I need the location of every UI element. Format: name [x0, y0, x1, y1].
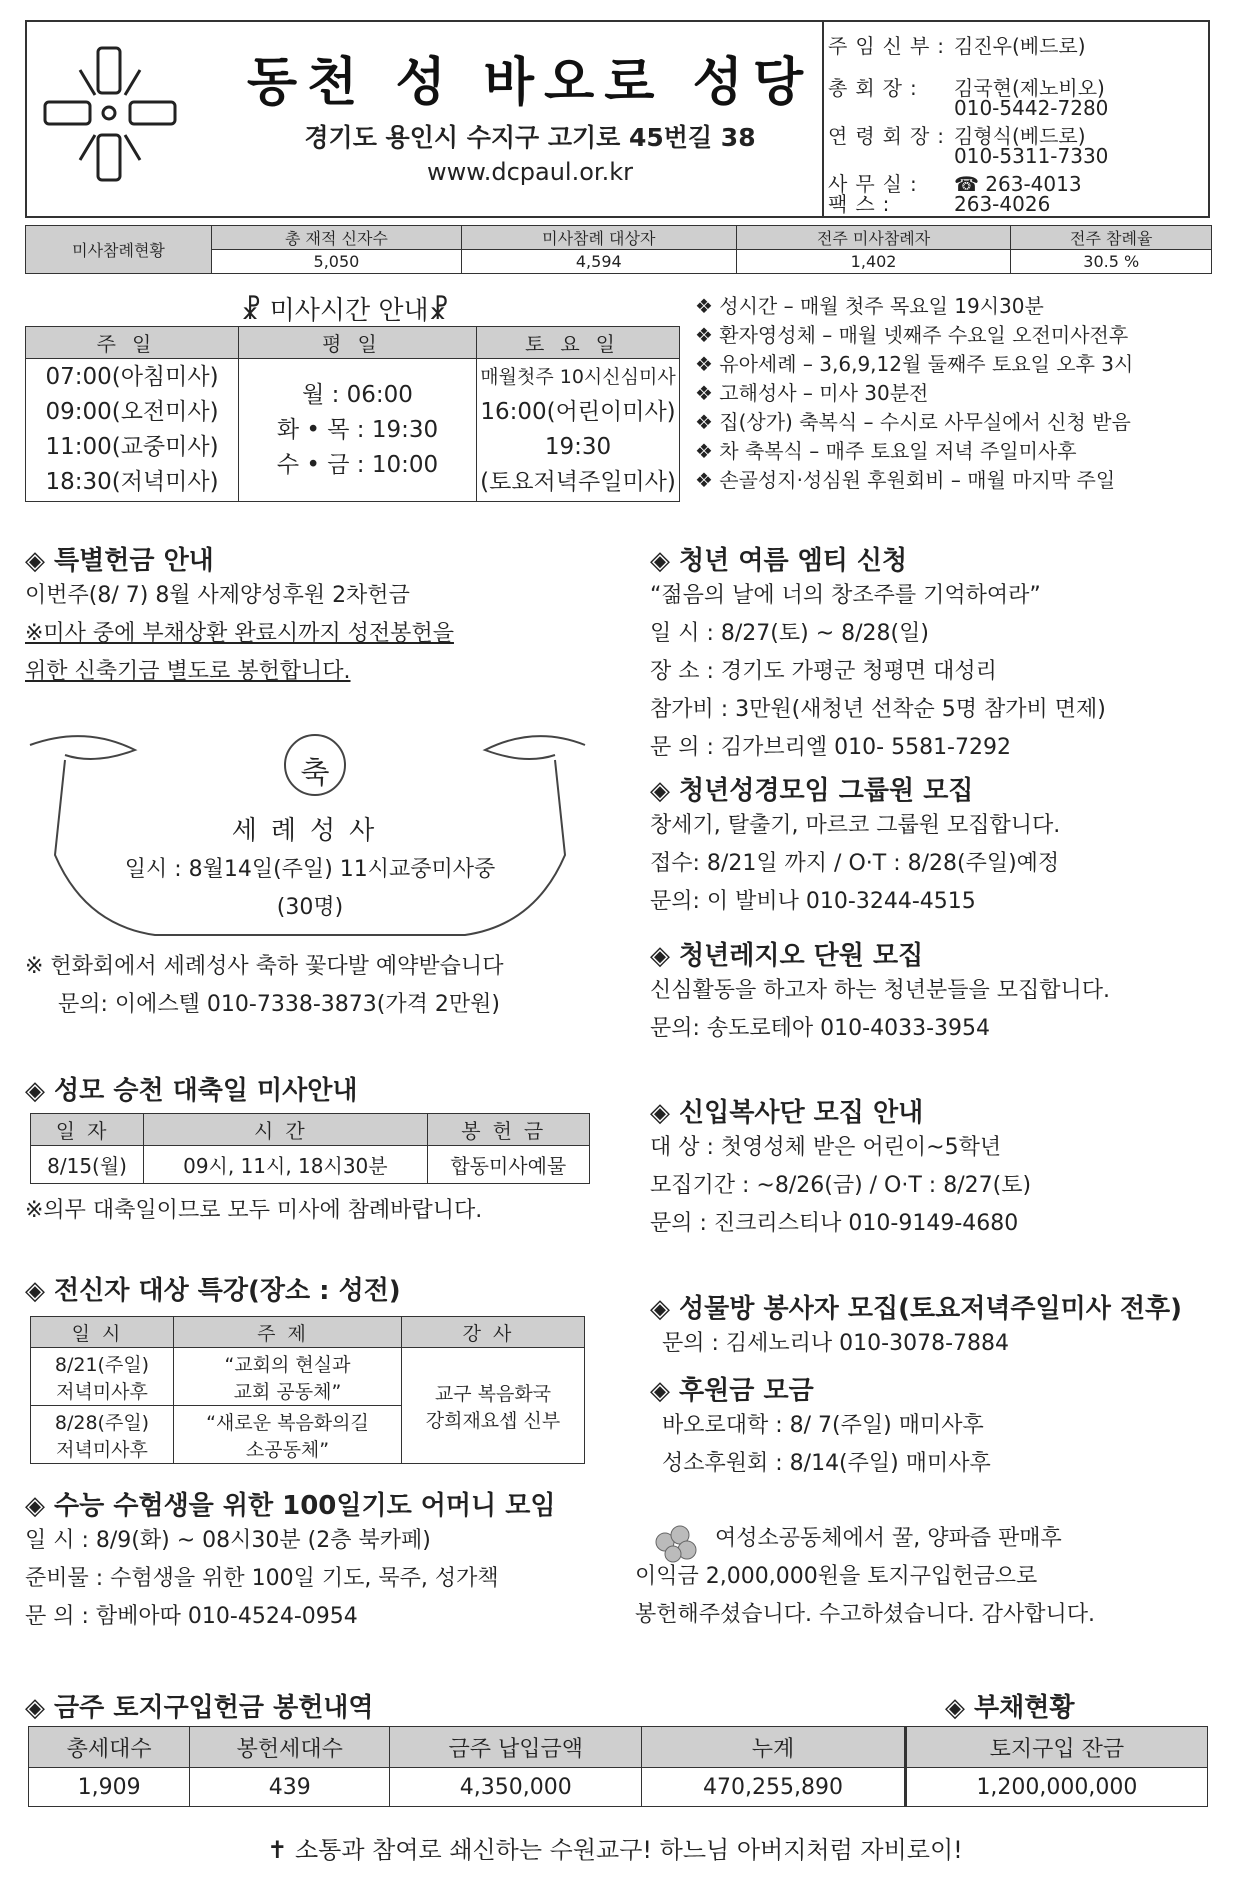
notice-item: ❖ 고해성사 – 미사 30분전 [695, 381, 929, 405]
assumption-heading: ◈ 성모 승천 대축일 미사안내 [25, 1076, 358, 1106]
lecture-heading: ◈ 전신자 대상 특강(장소 : 성전) [25, 1276, 401, 1306]
special-offering-section: ◈ 특별헌금 안내 이번주(8/ 7) 8월 사제양성후원 2차헌금 ※미사 중에 부채상환 완료시까지 성전봉헌을 위한 신축기금 별도로 봉헌합니다. [25, 540, 625, 691]
stats-header: 전주 미사참례자 [736, 226, 1011, 250]
lecture-table: 일시 주제 강사 8/21(주일) 저녁미사후 “교회의 현실과 교회 공동체” 교구 복음화국 강희재요셉 신부 8/28(주일) 저녁미사후 “새로운 복음화의길 소공동체” [30, 1316, 585, 1464]
stats-header: 전주 참례율 [1011, 226, 1212, 250]
baptism-note: ※ 헌화회에서 세례성사 축하 꽃다발 예약받습니다 [25, 954, 504, 979]
assumption-note: ※의무 대축일이므로 모두 미사에 참례바랍니다. [25, 1198, 483, 1223]
stats-header: 미사참례 대상자 [461, 226, 736, 250]
section-heading: ◈ 특별헌금 안내 [25, 546, 214, 576]
mass-header: 평일 [239, 327, 477, 359]
notice-item: ❖ 손골성지·성심원 후원회비 – 매월 마지막 주일 [695, 468, 1116, 492]
parish-website[interactable]: www.dcpaul.or.kr [427, 158, 633, 186]
staff-pastor: 주임신부:김진우(베드로) [828, 34, 1086, 58]
baptism-date: 일시 : 8월14일(주일) 11시교중미사중 [124, 857, 496, 882]
staff-funeral: 연령회장:김형식(베드로) 010-5311-7330 [828, 124, 1109, 168]
altar-server-section: ◈ 신입복사단 모집 안내 대 상 : 첫영성체 받은 어린이~5학년 모집기간 : ~8/26(금) / O·T : 8/27(토) 문의 : 진크리스티나 010-9149-4680 [650, 1098, 1032, 1236]
baptism-title: 세례성사 [231, 816, 389, 846]
mass-header: 주일 [26, 327, 239, 359]
saturday-times: 매월첫주 10시신심미사 16:00(어린이미사) 19:30 (토요저녁주일미사) [477, 359, 680, 502]
csat-section: ◈ 수능 수험생을 위한 100일기도 어머니 모임 일 시 : 8/9(화) ~ 08시30분 (2층 북카페) 준비물 : 수험생을 위한 100일 기도, 묵주, 성가책 문 의 : 함베아따 010-4524-0954 [25, 1491, 556, 1629]
attendance-table [25, 225, 1212, 274]
staff-president: 총회장: 김국현(제노비오) 010-5442-7280 [828, 76, 1109, 120]
parish-name: 동천 성 바오로 성당 [246, 53, 814, 113]
stats-value: 1,402 [736, 250, 1011, 274]
notice-item: ❖ 차 축복식 – 매주 토요일 저녁 주일미사후 [695, 439, 1077, 463]
stats-value: 30.5 % [1011, 250, 1212, 274]
cross-logo-icon [40, 40, 180, 190]
notice-item: ❖ 유아세례 – 3,6,9,12월 둘째주 토요일 오후 3시 [695, 352, 1134, 376]
notice-item: ❖ 집(상가) 축복식 – 수시로 사무실에서 신청 받음 [695, 410, 1131, 434]
debt-heading: ◈ 부채현황 [945, 1693, 1075, 1723]
bible-group-section: ◈ 청년성경모임 그룹원 모집 창세기, 탈출기, 마르코 그룹원 모집합니다. 접수: 8/21일 까지 / O·T : 8/28(주일)예정 문의: 이 발비나 010-3244-4515 [650, 776, 1061, 914]
land-table: 총세대수 봉헌세대수 금주 납입금액 누계 토지구입 잔금 1,909 439 4,350,000 470,255,890 1,200,000,000 [28, 1726, 1208, 1807]
header-divider [822, 20, 824, 218]
legio-section: ◈ 청년레지오 단원 모집 신심활동을 하고자 하는 청년분들을 모집합니다. 문의: 송도로테아 010-4033-3954 [650, 941, 1111, 1041]
youth-mt-section: ◈ 청년 여름 엠티 신청 “젊음의 날에 너의 창조주를 기억하여라” 일 시 : 8/27(토) ~ 8/28(일) 장 소 : 경기도 가평군 청평면 대성리 참가비 : 3만원(새청년 선착순 5명 참가비 면제) 문 의 : 김가브리엘 010- 5581-7292 [650, 546, 1106, 760]
stats-value: 4,594 [461, 250, 736, 274]
mass-table [25, 326, 680, 502]
assumption-table: 일자 시간 봉헌금 8/15(월) 09시, 11시, 18시30분 합동미사예물 [30, 1113, 590, 1184]
thanks-section: 여성소공동체에서 꿀, 양파즙 판매후 이익금 2,000,000원을 토지구입헌금으로 봉헌해주셨습니다. 수고하셨습니다. 감사합니다. [635, 1526, 1096, 1627]
notice-item: ❖ 성시간 – 매월 첫주 목요일 19시30분 [695, 294, 1044, 318]
mass-header: 토요일 [477, 327, 680, 359]
land-heading: ◈ 금주 토지구입헌금 봉헌내역 [25, 1693, 374, 1723]
sacrament-notices [695, 292, 1133, 495]
goods-shop-section: ◈ 성물방 봉사자 모집(토요저녁주일미사 전후) 문의 : 김세노리나 010-3078-7884 [650, 1294, 1183, 1356]
sunday-times: 07:00(아침미사) 09:00(오전미사) 11:00(교중미사) 18:30(저녁미사) [26, 359, 239, 502]
celebrate-badge: 축 [300, 756, 330, 791]
footer-motto: ✝ 소통과 참여로 쇄신하는 수원교구! 하느님 아버지처럼 자비로이! [267, 1836, 963, 1864]
weekday-times: 월 : 06:00 화 • 목 : 19:30 수 • 금 : 10:00 [239, 359, 477, 502]
mass-title: ☧ 미사시간 안내☧ [241, 296, 449, 326]
notice-item: ❖ 환자영성체 – 매월 넷째주 수요일 오전미사전후 [695, 323, 1129, 347]
baptism-contact: 문의: 이에스텔 010-7338-3873(가격 2만원) [58, 992, 500, 1017]
baptism-count: (30명) [276, 895, 344, 920]
parish-address: 경기도 용인시 수지구 고기로 45번길 38 [304, 123, 756, 152]
staff-office: 사무실: ☎ 263-4013 팩스: 263-4026 [828, 172, 1082, 216]
stats-header: 총 재적 신자수 [212, 226, 462, 250]
stats-value: 5,050 [212, 250, 462, 274]
donation-section: ◈ 후원금 모금 바오로대학 : 8/ 7(주일) 매미사후 성소후원회 : 8/14(주일) 매미사후 [650, 1376, 991, 1476]
attendance-label: 미사참례현황 [26, 226, 212, 274]
